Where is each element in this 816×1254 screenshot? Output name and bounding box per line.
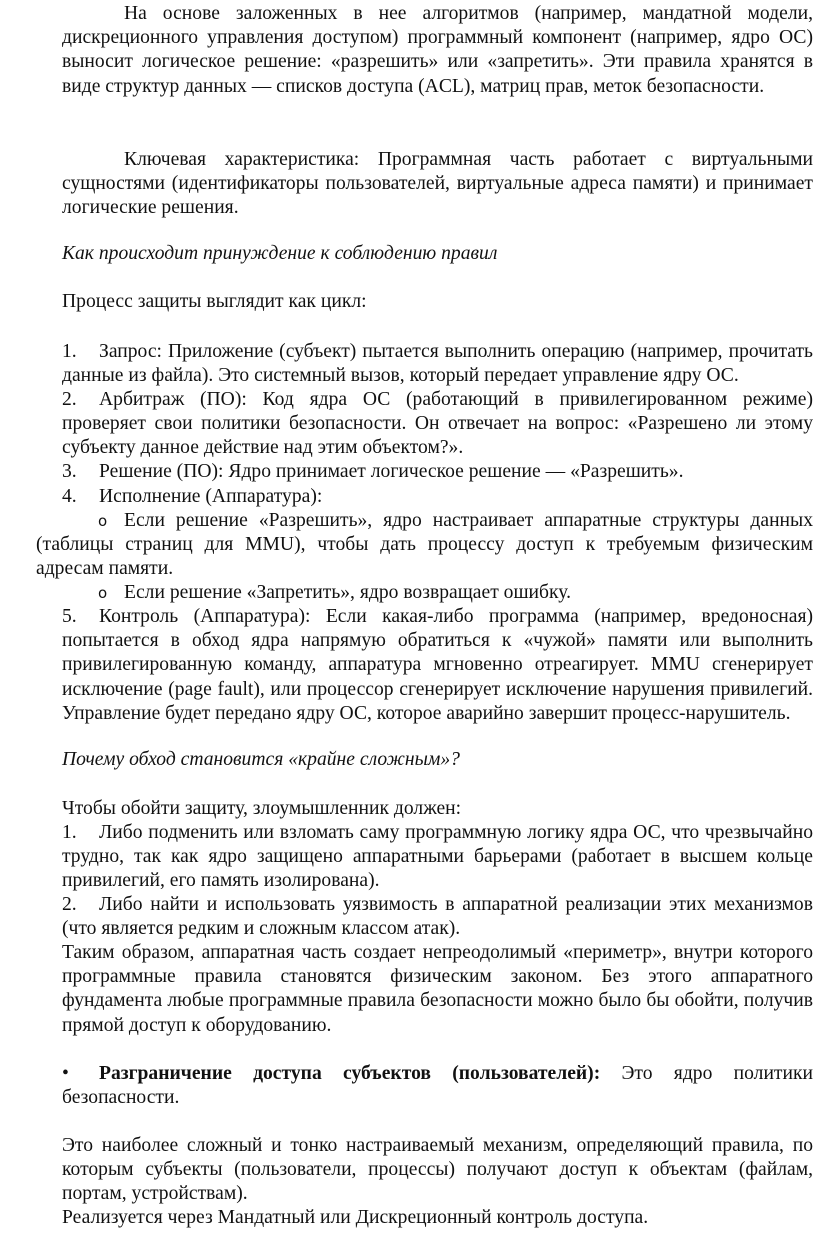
bullet-text: Это ядро политики безопасности. bbox=[62, 1063, 813, 1109]
cycle-item-1 bbox=[0, 340, 813, 388]
paragraph-conclusion: Таким образом, аппаратная часть создает непреодолимый «периметр», внутри которого программные правила становятся физическим законом. Без этого аппаратного фундамента любые программные правила безопасности можно было бы обойти, получив прямой доступ к оборудованию. bbox=[62, 942, 813, 1036]
heading-bypass: Почему обход становится «крайне сложным»? bbox=[62, 749, 460, 770]
cycle-item-number: 4. bbox=[62, 486, 77, 507]
cycle-item-number: 3. bbox=[62, 461, 77, 482]
cycle-item-number: 5. bbox=[62, 606, 77, 627]
bypass-item-text: Либо подменить или взломать саму программную логику ядра ОС, что чрезвычайно трудно, так как ядро защищено аппаратными барьерами (работает в высшем кольце привилегий, его память изолирована). bbox=[62, 822, 813, 892]
cycle-item-text: Контроль (Аппаратура): Если какая-либо программа (например, вредоносная) попытается в обход ядра напрямую обратиться к «чужой» памяти или выполнить привилегированную команду, аппаратура мгновенно отреагирует. MMU сгенерирует исключение (page fault), или процессор сгенерирует исключение нарушения привилегий. Управление будет передано ядру ОС, которое аварийно завершит процесс-нарушитель. bbox=[62, 606, 813, 724]
bypass-item-number: 1. bbox=[62, 822, 77, 843]
sub-item-allow bbox=[36, 509, 813, 582]
bypass-item-1 bbox=[0, 821, 813, 894]
heading-enforcement: Как происходит принуждение к соблюдению правил bbox=[62, 243, 498, 264]
cycle-item-3 bbox=[62, 460, 813, 484]
cycle-item-5 bbox=[0, 605, 813, 726]
cycle-item-2 bbox=[0, 388, 813, 461]
circle-bullet-icon: o bbox=[98, 512, 108, 530]
bypass-item-number: 2. bbox=[62, 894, 77, 915]
cycle-item-number: 2. bbox=[62, 389, 77, 410]
bullet-item-access-control bbox=[0, 1062, 813, 1110]
paragraph-bypass-intro: Чтобы обойти защиту, злоумышленник должен: bbox=[62, 798, 462, 819]
sub-item-text: Если решение «Разрешить», ядро настраивает аппаратные структуры данных (таблицы страниц для MMU), чтобы дать процессу доступ к требуемым физическим адресам памяти. bbox=[36, 510, 813, 580]
circle-bullet-icon: o bbox=[98, 584, 108, 602]
cycle-item-number: 1. bbox=[62, 341, 77, 362]
bypass-item-text: Либо найти и использовать уязвимость в аппаратной реализации этих механизмов (что является редким и сложным классом атак). bbox=[62, 894, 813, 940]
paragraph-cycle-intro: Процесс защиты выглядит как цикл: bbox=[62, 291, 367, 312]
cycle-item-text: Исполнение (Аппаратура): bbox=[99, 486, 323, 507]
bullet-bold-label: Разграничение доступа субъектов (пользователей): bbox=[99, 1063, 601, 1084]
cycle-item-4 bbox=[62, 485, 813, 509]
cycle-item-text: Решение (ПО): Ядро принимает логическое решение — «Разрешить». bbox=[99, 461, 684, 482]
paragraph-mechanism: Это наиболее сложный и тонко настраиваемый механизм, определяющий правила, по которым субъекты (пользователи, процессы) получают доступ к объектам (файлам, портам, устройствам). bbox=[62, 1135, 813, 1205]
paragraph-implementation: Реализуется через Мандатный или Дискреционный контроль доступа. bbox=[62, 1207, 649, 1228]
paragraph-intro: На основе заложенных в нее алгоритмов (например, мандатной модели, дискреционного управления доступом) программный компонент (например, ядро ОС) выносит логическое решение: «разрешить» или «запретить». Эти правила хранятся в виде структур данных — списков доступа (ACL), матриц прав, меток безопасности. bbox=[62, 3, 813, 97]
cycle-item-text: Запрос: Приложение (субъект) пытается выполнить операцию (например, прочитать данные из файла). Это системный вызов, который передает управление ядру ОС. bbox=[62, 341, 813, 387]
sub-item-deny bbox=[36, 581, 813, 605]
bullet-dot-icon: • bbox=[62, 1063, 69, 1084]
bypass-item-2 bbox=[0, 893, 813, 941]
cycle-item-text: Арбитраж (ПО): Код ядра ОС (работающий в привилегированном режиме) проверяет свои политики безопасности. Он отвечает на вопрос: «Разрешено ли этому субъекту данное действие над этим объектом?». bbox=[62, 389, 813, 459]
paragraph-key-characteristic: Ключевая характеристика: Программная часть работает с виртуальными сущностями (идентификаторы пользователей, виртуальные адреса памяти) и принимает логические решения. bbox=[62, 149, 813, 219]
sub-item-text: Если решение «Запретить», ядро возвращает ошибку. bbox=[124, 582, 571, 603]
